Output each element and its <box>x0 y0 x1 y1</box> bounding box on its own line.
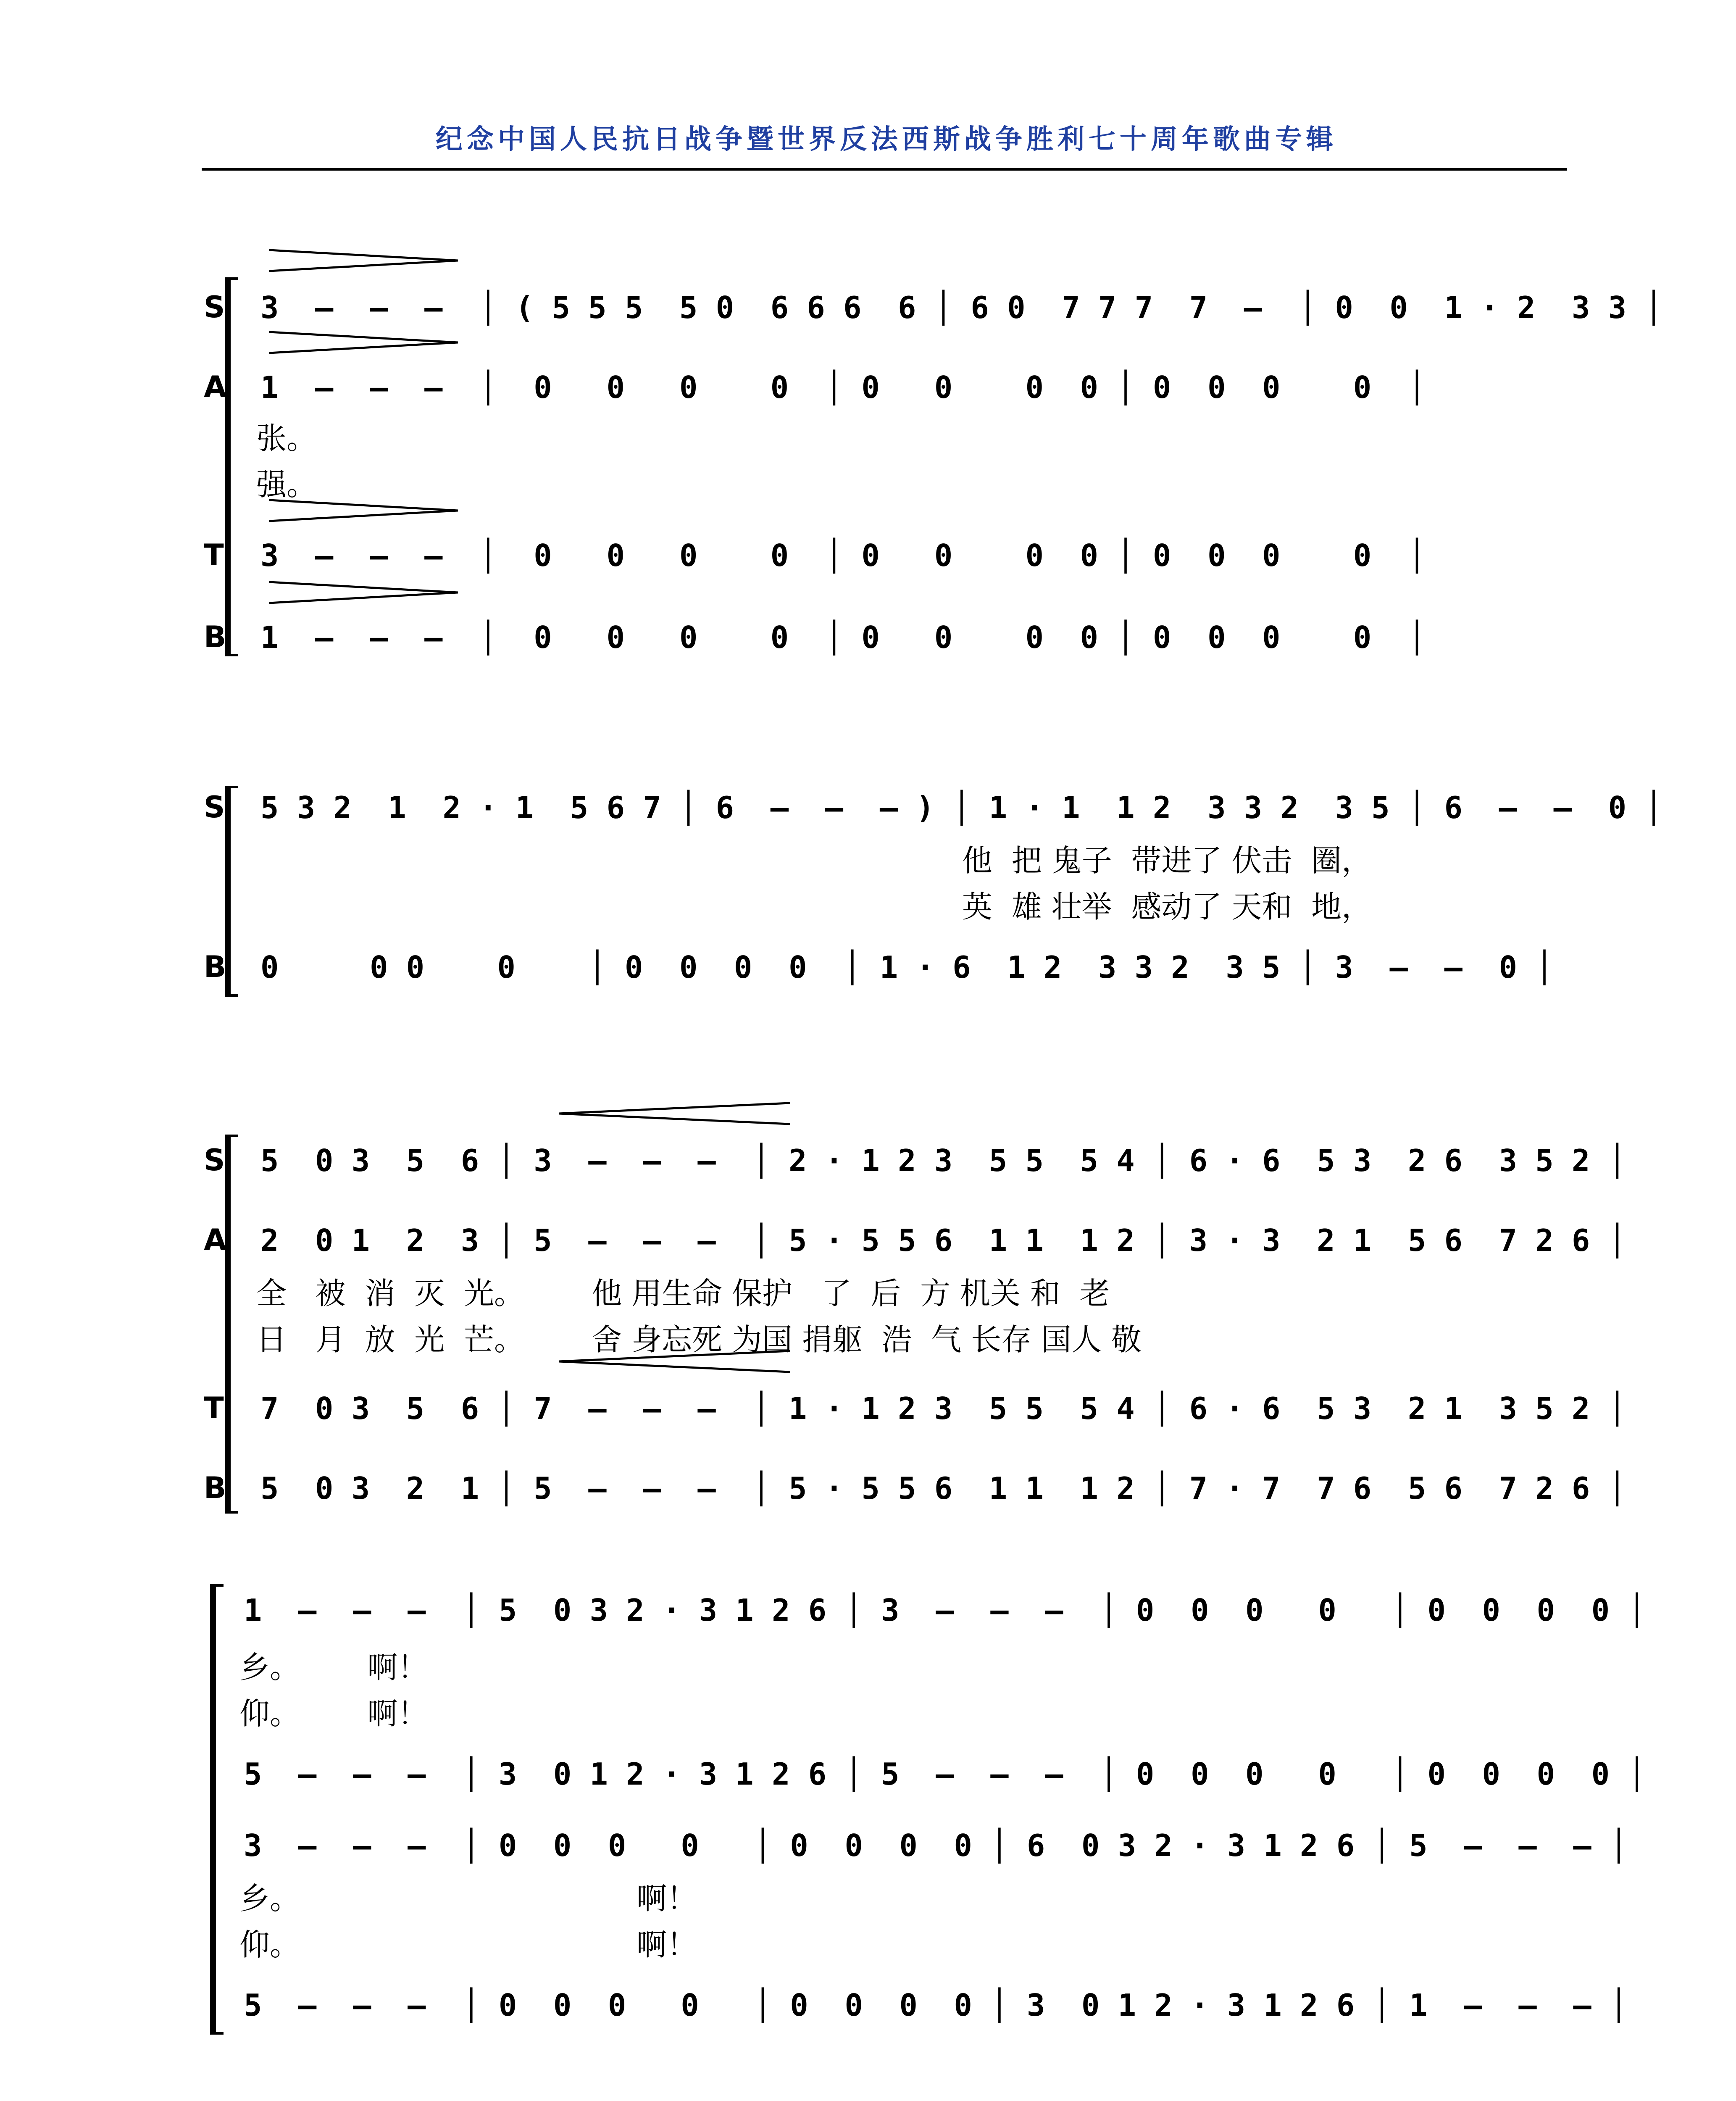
lyric-line-2: 仰。 啊！ <box>239 1696 428 1731</box>
alto-notes: 2 0 1 2 3 │ 5 – – – │ 5 · 5 5 6 1 1 1 2 │ 3 · 3 2 1 5 6 7 2 6 │ <box>260 1223 1627 1258</box>
part-label-tenor: T <box>204 1391 224 1425</box>
part-label-soprano: S <box>204 1143 225 1177</box>
decrescendo-hairpin <box>269 248 462 273</box>
system-bracket <box>210 1584 224 2035</box>
lyric-line-2: 英 雄 壮举 感动了 天和 地， <box>962 889 1372 924</box>
lyric-line-1: 乡。 啊！ <box>239 1650 428 1685</box>
decrescendo-hairpin <box>269 498 462 523</box>
soprano-notes: 5 3 2 1 2 · 1 5 6 7 │ 6 – – – ) │ 1 · 1 1 2 3 3 2 3 5 │ 6 – – 0 │ <box>260 790 1663 825</box>
soprano-notes: 3 – – – │ ( 5 5 5 5 0 6 6 6 6 │ 6 0 7 7 7 7 – │ 0 0 1 · 2 3 3 │ <box>260 290 1663 325</box>
tenor-notes: 3 – – – │ 0 0 0 0 │ 0 0 0 0 │ 6 0 3 2 · 3 1 2 6 │ 5 – – – │ <box>244 1828 1628 1863</box>
decrescendo-hairpin <box>269 580 462 605</box>
soprano-notes: 5 0 3 5 6 │ 3 – – – │ 2 · 1 2 3 5 5 5 4 │ 6 · 6 5 3 2 6 3 5 2 │ <box>260 1143 1627 1178</box>
lyric-line-1: 张。 <box>256 421 317 456</box>
lyric-line-4: 仰。 啊！ <box>239 1927 697 1962</box>
bass-notes: 5 – – – │ 0 0 0 0 │ 0 0 0 0 │ 3 0 1 2 · 3 1 2 6 │ 1 – – – │ <box>244 1988 1628 2023</box>
part-label-bass: B <box>204 950 226 984</box>
alto-notes: 5 – – – │ 3 0 1 2 · 3 1 2 6 │ 5 – – – │ 0 0 0 0 │ 0 0 0 0 │ <box>244 1756 1646 1792</box>
part-label-alto: A <box>204 1223 227 1257</box>
part-label-alto: A <box>204 370 227 404</box>
bass-notes: 5 0 3 2 1 │ 5 – – – │ 5 · 5 5 6 1 1 1 2 │ 7 · 7 7 6 5 6 7 2 6 │ <box>260 1471 1627 1506</box>
part-label-soprano: S <box>204 290 225 324</box>
lyric-line-3: 乡。 啊！ <box>239 1881 697 1916</box>
system-bracket <box>225 1135 238 1514</box>
bass-notes: 1 – – – │ 0 0 0 0 │ 0 0 0 0 │ 0 0 0 0 │ <box>260 620 1426 655</box>
part-label-soprano: S <box>204 790 225 824</box>
tenor-notes: 7 0 3 5 6 │ 7 – – – │ 1 · 1 2 3 5 5 5 4 │ 6 · 6 5 3 2 1 3 5 2 │ <box>260 1391 1627 1426</box>
lyric-line-2: 日 月 放 光 芒。 舍 身忘死 为国 捐躯 浩 气 长存 国人 敬 <box>256 1322 1142 1357</box>
part-label-bass: B <box>204 620 226 654</box>
system-bracket <box>225 277 238 656</box>
lyric-line-1: 全 被 消 灭 光。 他 用生命 保护 了 后 方 机关 和 老 <box>256 1276 1110 1311</box>
crescendo-hairpin <box>559 1349 794 1374</box>
part-label-bass: B <box>204 1471 226 1505</box>
header-divider <box>202 168 1567 171</box>
system-bracket <box>225 786 238 997</box>
part-label-tenor: T <box>204 538 224 572</box>
lyric-line-2: 强。 <box>256 467 317 502</box>
crescendo-hairpin <box>559 1101 794 1126</box>
album-title: 纪念中国人民抗日战争暨世界反法西斯战争胜利七十周年歌曲专辑 <box>436 124 1337 155</box>
bass-notes: 0 0 0 0 │ 0 0 0 0 │ 1 · 6 1 2 3 3 2 3 5 │ 3 – – 0 │ <box>260 950 1554 985</box>
decrescendo-hairpin <box>269 330 462 355</box>
tenor-notes: 3 – – – │ 0 0 0 0 │ 0 0 0 0 │ 0 0 0 0 │ <box>260 538 1426 573</box>
soprano-notes: 1 – – – │ 5 0 3 2 · 3 1 2 6 │ 3 – – – │ 0 0 0 0 │ 0 0 0 0 │ <box>244 1593 1646 1628</box>
lyric-line-1: 他 把 鬼子 带进了 伏击 圈， <box>962 843 1372 878</box>
alto-notes: 1 – – – │ 0 0 0 0 │ 0 0 0 0 │ 0 0 0 0 │ <box>260 370 1426 405</box>
